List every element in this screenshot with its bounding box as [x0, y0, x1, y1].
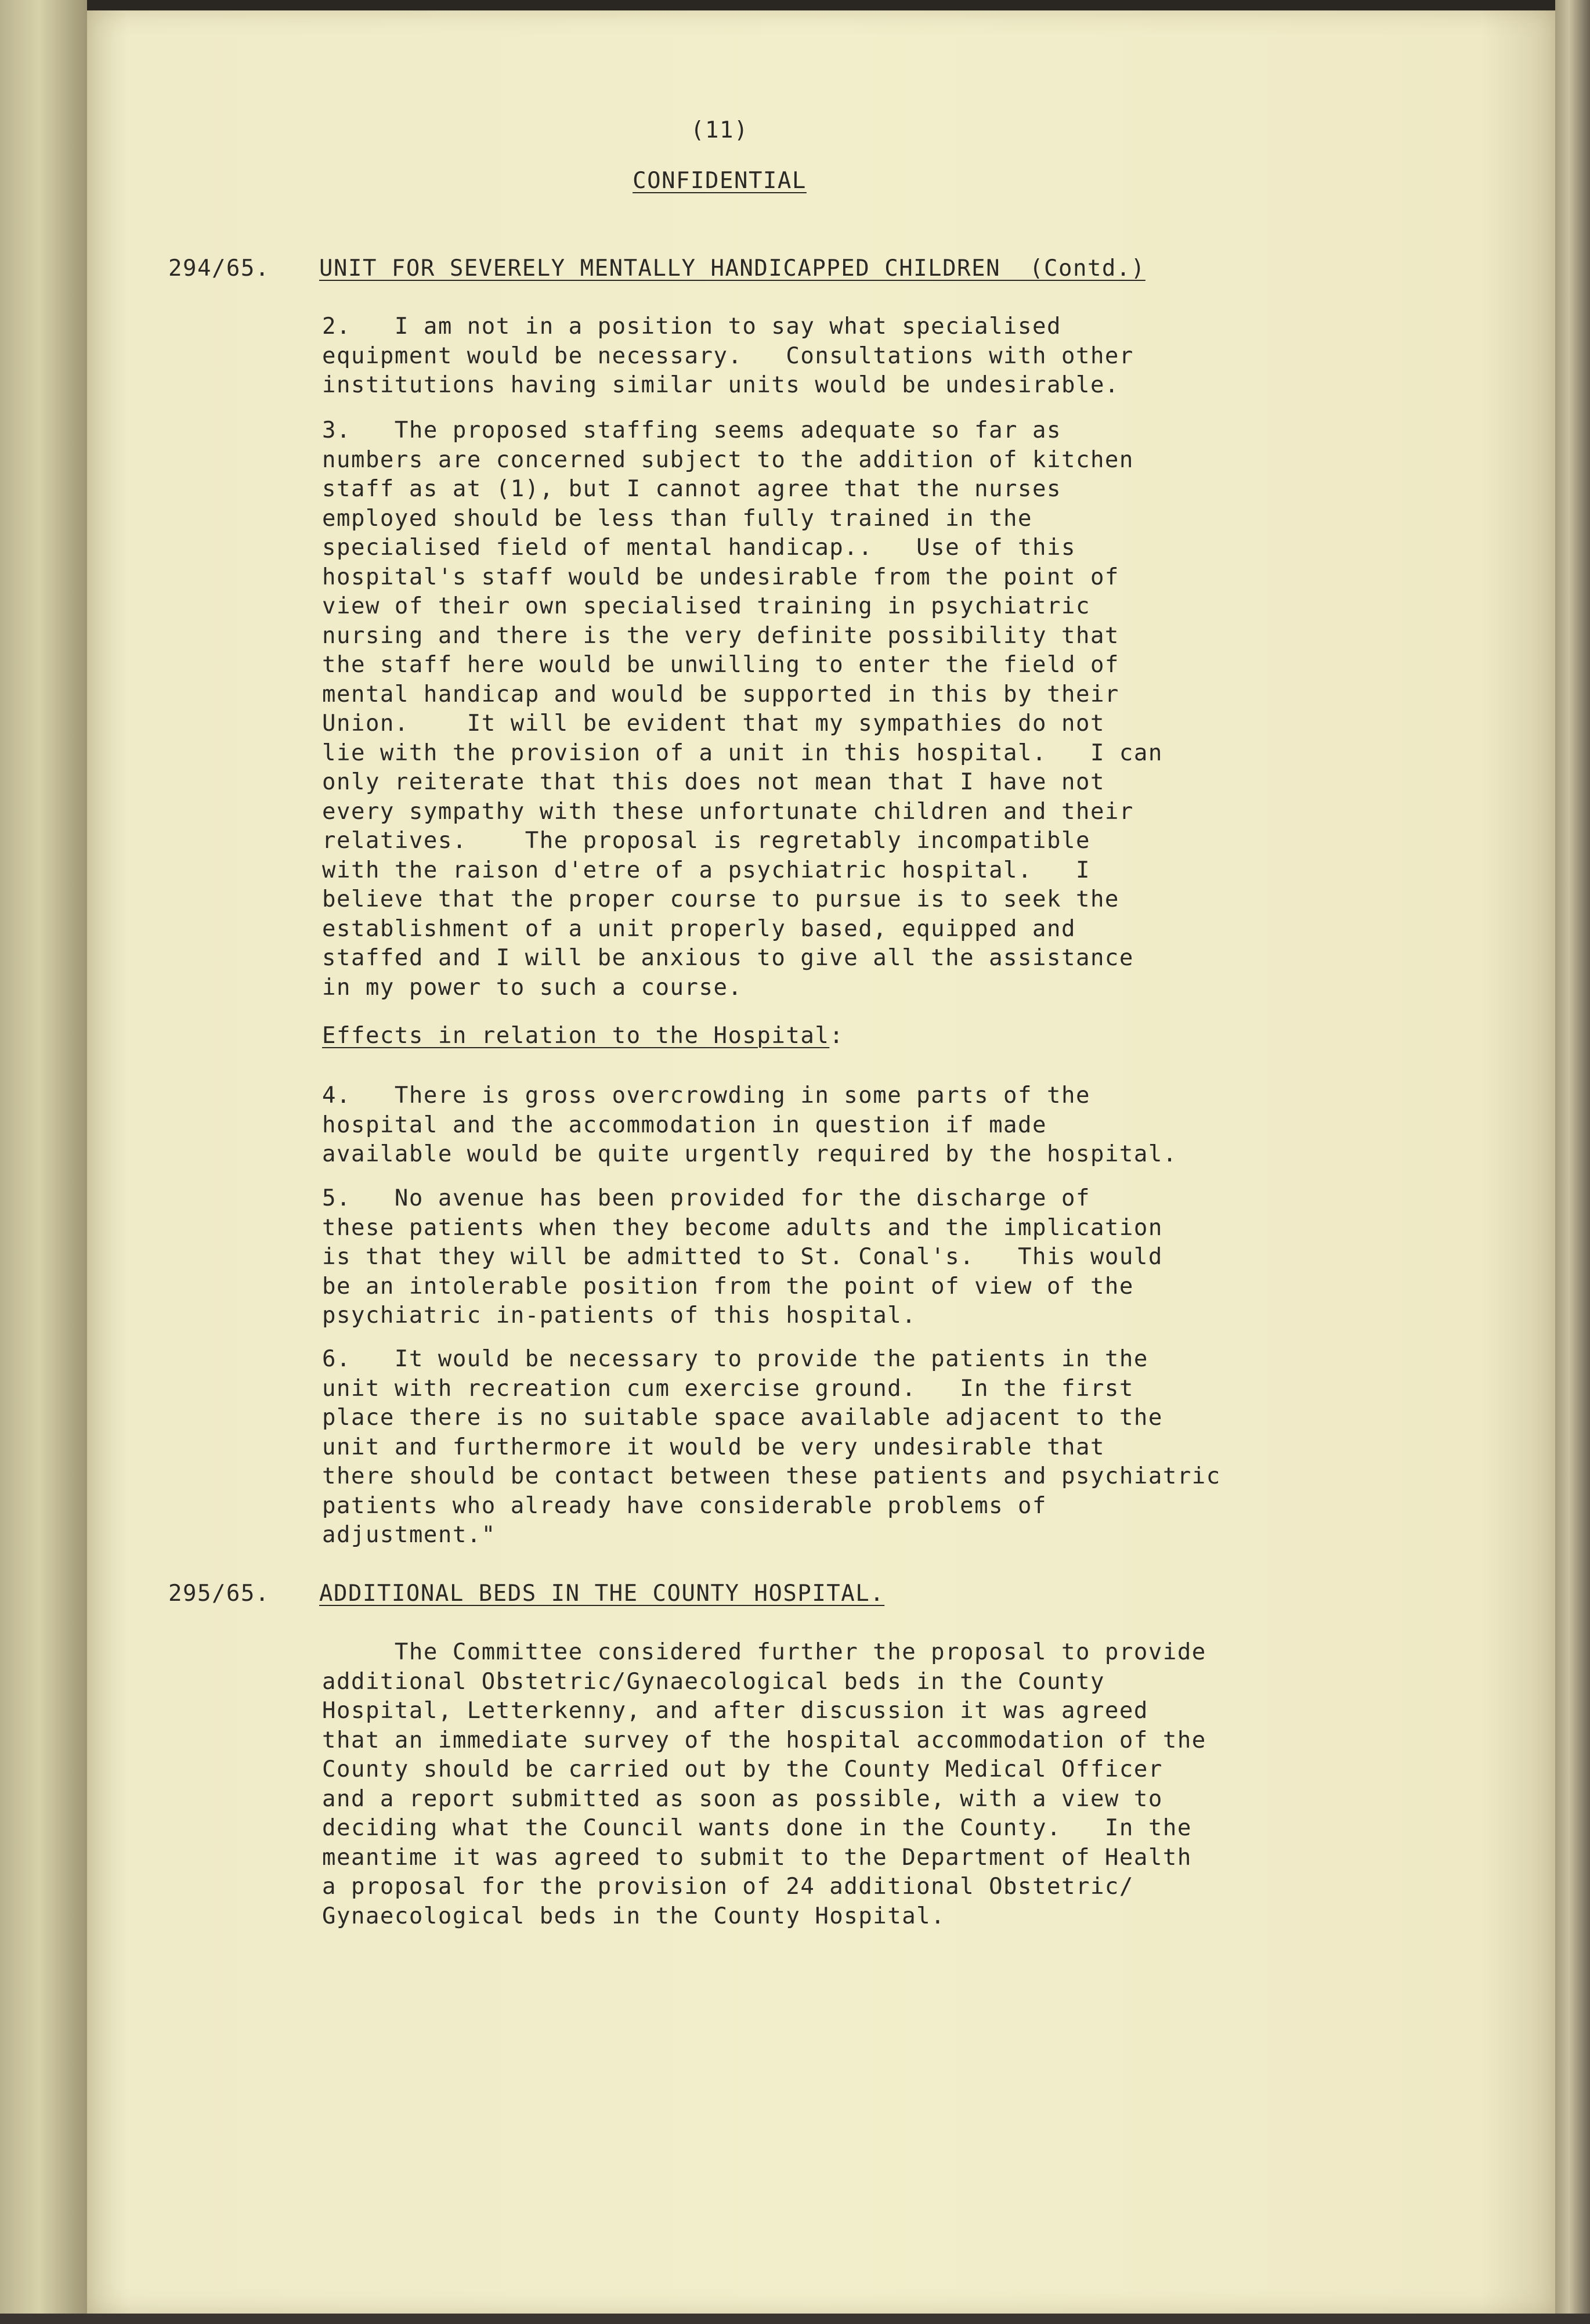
section-heading-additional-beds: ADDITIONAL BEDS IN THE COUNTY HOSPITAL.	[319, 1580, 885, 1607]
paragraph-4: 4. There is gross overcrowding in some parts of the hospital and the accommodation in question if made available would be quite urgently required by the hospital.	[322, 1082, 1177, 1167]
confidential-label: CONFIDENTIAL	[633, 168, 807, 194]
paragraph-3: 3. The proposed staffing seems adequate so far as numbers are concerned subject to the addition of kitchen staff as at (1), but I cannot agree that the nurses employed should be less than fully trained in the specialised field of mental handicap.. Use of this hospital's staff would be undesirable from the point of view of their own specialised training in psychiatric nursing and there is the very definite possibility that the staff here would be unwilling to enter the field of mental handicap and would be supported in this by their Union. It will be evident that my sympathies do not lie with the provision of a unit in this hospital. I can only reiterate that this does not mean that I have not every sympathy with these unfortunate children and their relatives. The proposal is regretably incompatible with the raison d'etre of a psychiatric hospital. I believe that the proper course to pursue is to seek the establishment of a unit properly based, equipped and staffed and I will be anxious to give all the assistance in my power to such a course.	[322, 417, 1163, 1001]
paragraph-additional-beds-body: The Committee considered further the proposal to provide additional Obstetric/Gynaecological beds in the County Hospital, Letterkenny, and after discussion it was agreed that an immediate survey of the hospital accommodation of the County should be carried out by the County Medical Officer and a report submitted as soon as possible, with a view to deciding what the Council wants done in the County. In the meantime it was agreed to submit to the Department of Health a proposal for the provision of 24 additional Obstetric/ Gynaecological beds in the County Hospital.	[322, 1639, 1206, 1929]
page-stack-edge	[1555, 0, 1590, 2324]
paragraph-5: 5. No avenue has been provided for the discharge of these patients when they become adults and the implication is that they will be admitted to St. Conal's. This would be an intolerable position from the point of view of the psychiatric in-patients of this hospital.	[322, 1185, 1163, 1329]
subheading-effects-on-hospital	[322, 1022, 844, 1051]
section-ref-294-65: 294/65.	[168, 255, 270, 282]
paragraph-2: 2. I am not in a position to say what specialised equipment would be necessary. Consultations with other institutions having similar units would be undesirable.	[322, 313, 1134, 398]
subheading-text: Effects in relation to the Hospital	[322, 1023, 830, 1049]
paragraph-6: 6. It would be necessary to provide the patients in the unit with recreation cum exercise ground. In the first place there is no suitable space available adjacent to the unit and furthermore it would be very undesirable that there should be contact between these patients and psychiatric patients who already have considerable problems of adjustment."	[322, 1346, 1221, 1548]
section-heading-unit-for-handicapped-children: UNIT FOR SEVERELY MENTALLY HANDICAPPED CHILDREN (Contd.)	[319, 255, 1145, 282]
page-number: (11)	[691, 117, 749, 143]
scan-bottom-edge	[0, 2314, 1590, 2324]
facing-page-edge	[0, 0, 87, 2324]
subheading-colon: :	[829, 1023, 844, 1049]
section-ref-295-65: 295/65.	[168, 1580, 270, 1607]
